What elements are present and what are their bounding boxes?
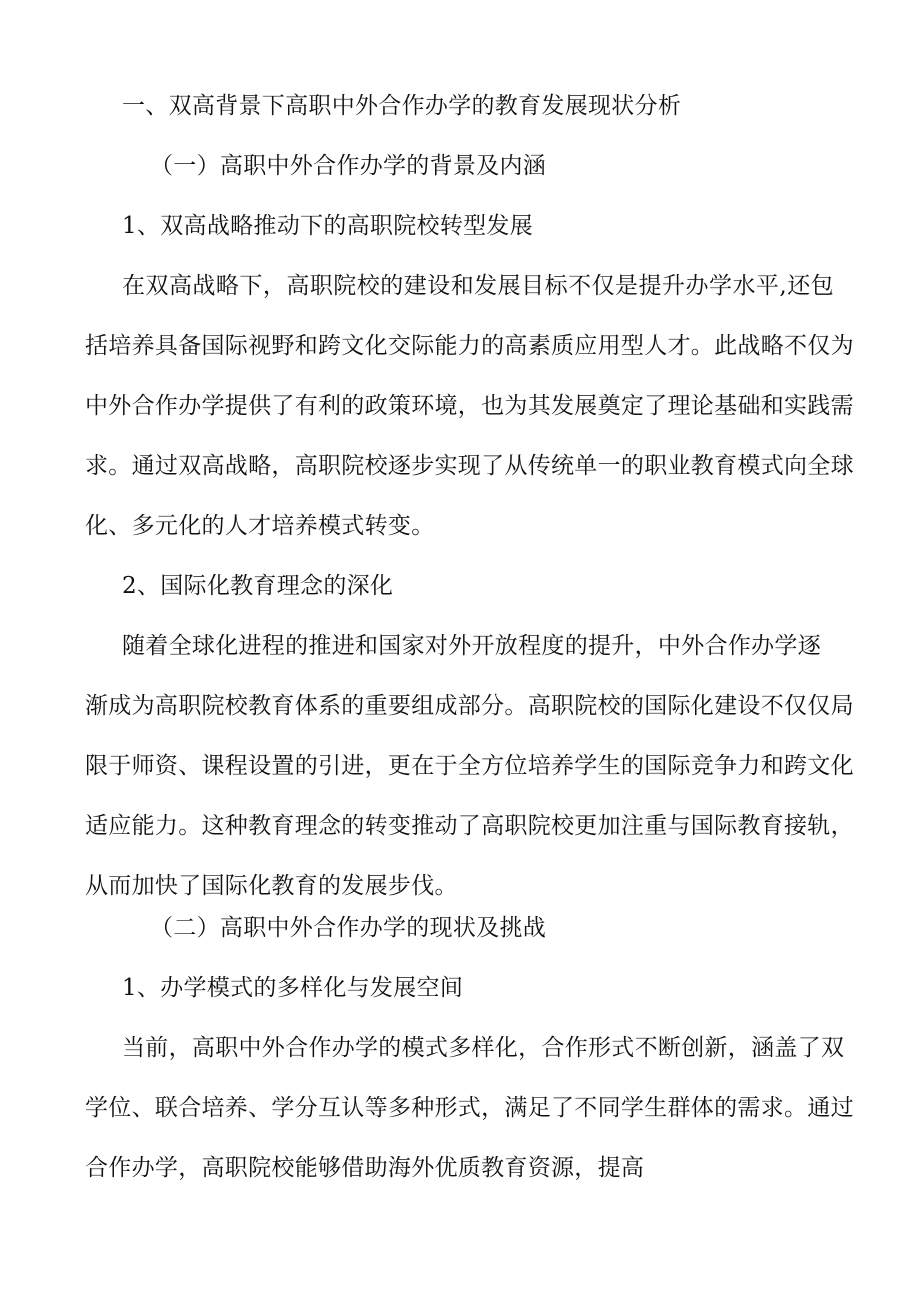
section-heading-2: （二）高职中外合作办学的现状及挑战 bbox=[150, 915, 547, 941]
paragraph-2-line: 渐成为高职院校教育体系的重要组成部分。高职院校的国际化建设不仅仅局 bbox=[85, 693, 854, 719]
paragraph-1-line: 在双高战略下，高职院校的建设和发展目标不仅是提升办学水平,还包 bbox=[122, 273, 834, 299]
paragraph-2-line: 从而加快了国际化教育的发展步伐。 bbox=[85, 873, 458, 899]
paragraph-2-line: 适应能力。这种教育理念的转变推动了高职院校更加注重与国际教育接轨， bbox=[85, 813, 854, 839]
subsection-heading-1-2: 2、国际化教育理念的深化 bbox=[122, 573, 394, 599]
paragraph-3-line: 当前，高职中外合作办学的模式多样化，合作形式不断创新，涵盖了双 bbox=[122, 1035, 845, 1061]
section-heading-1: （一）高职中外合作办学的背景及内涵 bbox=[150, 153, 547, 179]
paragraph-1-line: 括培养具备国际视野和跨文化交际能力的高素质应用型人才。此战略不仅为 bbox=[85, 333, 854, 359]
paragraph-2-line: 限于师资、课程设置的引进，更在于全方位培养学生的国际竞争力和跨文化 bbox=[85, 753, 854, 779]
subsection-heading-1-1: 1、双高战略推动下的高职院校转型发展 bbox=[122, 213, 534, 239]
paragraph-3-line: 学位、联合培养、学分互认等多种形式，满足了不同学生群体的需求。通过 bbox=[85, 1095, 854, 1121]
paragraph-1-line: 中外合作办学提供了有利的政策环境，也为其发展奠定了理论基础和实践需 bbox=[85, 393, 854, 419]
paragraph-1-line: 化、多元化的人才培养模式转变。 bbox=[85, 513, 435, 539]
paragraph-2-line: 随着全球化进程的推进和国家对外开放程度的提升，中外合作办学逐 bbox=[122, 633, 821, 659]
paragraph-1-line: 求。通过双高战略，高职院校逐步实现了从传统单一的职业教育模式向全球 bbox=[85, 453, 854, 479]
main-heading: 一、双高背景下高职中外合作办学的教育发展现状分析 bbox=[122, 93, 682, 119]
subsection-heading-2-1: 1、办学模式的多样化与发展空间 bbox=[122, 975, 464, 1001]
paragraph-3-line: 合作办学，高职院校能够借助海外优质教育资源，提高 bbox=[85, 1155, 645, 1181]
